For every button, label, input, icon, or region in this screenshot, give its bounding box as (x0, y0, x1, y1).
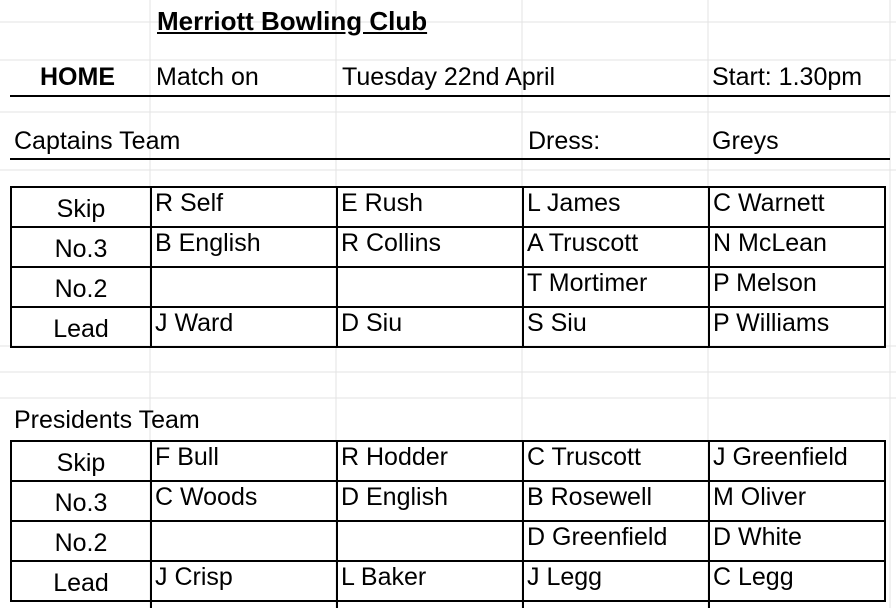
player-cell (337, 521, 523, 561)
player-cell: P Melson (709, 267, 885, 307)
trailing-border (522, 584, 524, 608)
trailing-border (336, 584, 338, 608)
player-cell: M Oliver (709, 481, 885, 521)
table-row (11, 521, 885, 561)
player-cell: D White (709, 521, 885, 561)
player-cell: L Baker (337, 561, 523, 601)
player-cell: A Truscott (523, 227, 709, 267)
player-cell: F Bull (151, 441, 337, 481)
player-cell: R Collins (337, 227, 523, 267)
captains-underline (10, 158, 890, 160)
dress-value: Greys (712, 127, 779, 155)
presidents-roster-table (10, 440, 886, 602)
player-cell: B Rosewell (523, 481, 709, 521)
match-on-label: Match on (156, 63, 259, 91)
position-cell: Skip (11, 187, 151, 227)
player-cell: C Legg (709, 561, 885, 601)
venue-label: HOME (40, 63, 115, 91)
match-date: Tuesday 22nd April (342, 63, 556, 91)
player-cell: T Mortimer (523, 267, 709, 307)
trailing-border (708, 584, 710, 608)
captains-roster-table (10, 186, 886, 348)
position-cell: No.2 (11, 521, 151, 561)
player-cell: D Greenfield (523, 521, 709, 561)
club-title: Merriott Bowling Club (157, 6, 428, 36)
position-cell: Skip (11, 441, 151, 481)
dress-label: Dress: (528, 127, 601, 155)
player-cell: S Siu (523, 307, 709, 347)
player-cell (151, 267, 337, 307)
table-row (11, 441, 885, 481)
header-underline (10, 95, 890, 97)
team-name-captains: Captains Team (14, 127, 181, 155)
player-cell: N McLean (709, 227, 885, 267)
table-row (11, 561, 885, 601)
player-cell: L James (523, 187, 709, 227)
position-cell: No.2 (11, 267, 151, 307)
player-cell: P Williams (709, 307, 885, 347)
player-cell: J Greenfield (709, 441, 885, 481)
player-cell (151, 521, 337, 561)
trailing-border (150, 584, 152, 608)
table-row (11, 481, 885, 521)
player-cell: C Warnett (709, 187, 885, 227)
player-cell: J Crisp (151, 561, 337, 601)
player-cell: C Woods (151, 481, 337, 521)
player-cell (337, 267, 523, 307)
player-cell: J Ward (151, 307, 337, 347)
team-name-presidents: Presidents Team (14, 406, 200, 434)
player-cell: R Self (151, 187, 337, 227)
position-cell: No.3 (11, 481, 151, 521)
player-cell: E Rush (337, 187, 523, 227)
start-time: Start: 1.30pm (712, 63, 863, 91)
position-cell: Lead (11, 307, 151, 347)
player-cell: B English (151, 227, 337, 267)
player-cell: C Truscott (523, 441, 709, 481)
table-row (11, 267, 885, 307)
position-cell: No.3 (11, 227, 151, 267)
table-row (11, 187, 885, 227)
player-cell: D English (337, 481, 523, 521)
player-cell: R Hodder (337, 441, 523, 481)
player-cell: D Siu (337, 307, 523, 347)
table-row (11, 227, 885, 267)
table-row (11, 307, 885, 347)
player-cell: J Legg (523, 561, 709, 601)
position-cell: Lead (11, 561, 151, 601)
